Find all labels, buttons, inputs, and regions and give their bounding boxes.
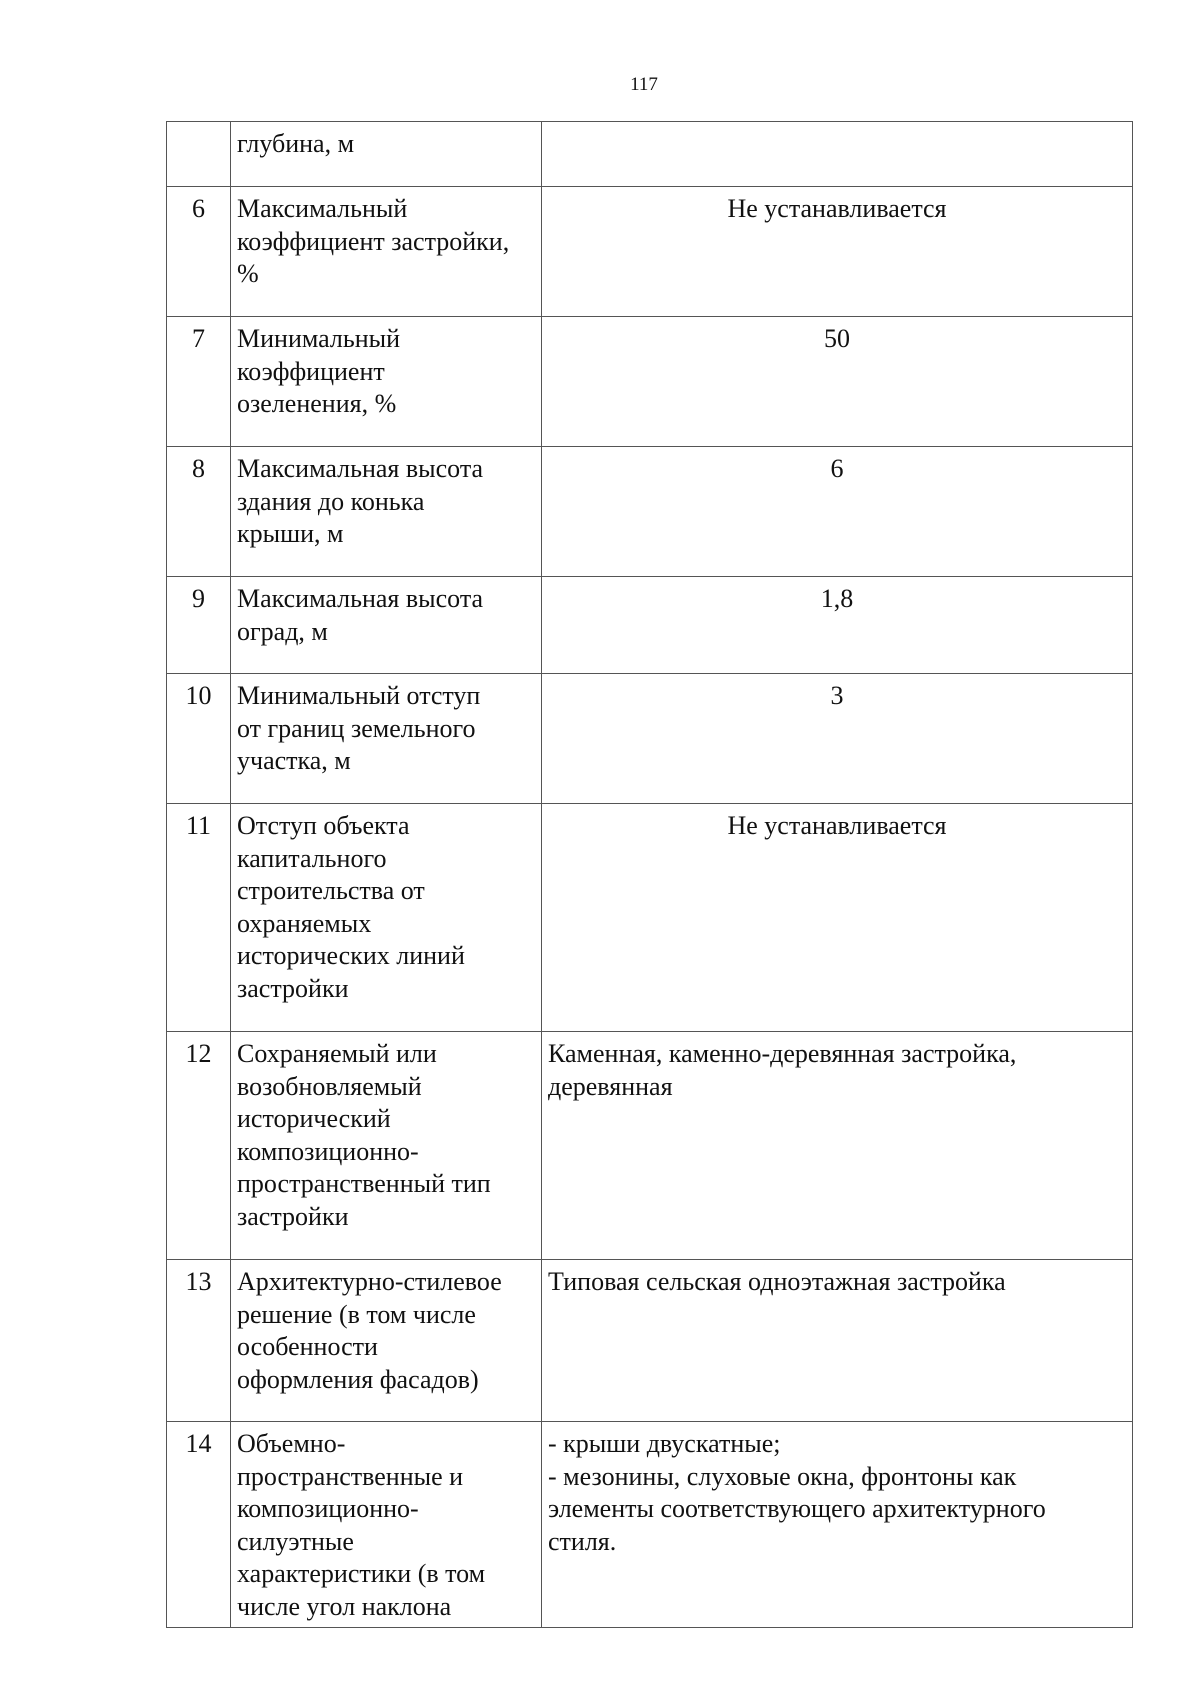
table-row [167, 674, 1133, 804]
parameter-name-line: силуэтные [237, 1526, 354, 1556]
parameter-value-line: Не устанавливается [727, 811, 947, 840]
parameter-name-line: Сохраняемый или [237, 1039, 437, 1068]
parameter-name-line: оград, м [237, 616, 328, 646]
row-number-cell [167, 122, 231, 187]
parameter-value-line: 6 [830, 454, 844, 483]
row-number: 13 [185, 1267, 212, 1296]
parameter-name-line: пространственный тип [237, 1169, 491, 1198]
parameter-name-line: Объемно- [237, 1429, 346, 1458]
parameter-name-line: композиционно- [237, 1136, 419, 1166]
parameter-value-line: элементы соответствующего архитектурного [548, 1494, 1046, 1523]
parameter-name-cell [231, 1032, 542, 1260]
parameter-name-cell [231, 577, 542, 674]
parameter-name-line: капитального [237, 843, 387, 873]
parameter-value-line: деревянная [548, 1071, 673, 1101]
parameter-name-line: характеристики (в том [237, 1559, 486, 1588]
row-number: 8 [192, 454, 205, 483]
parameter-name-line: Максимальная высота [237, 454, 484, 483]
parameter-name-line: решение (в том числе [237, 1299, 476, 1329]
parameter-name-cell [231, 122, 542, 187]
table-row [167, 317, 1133, 447]
parameter-name-line: охраняемых [237, 908, 372, 938]
parameter-value-cell [542, 1422, 1133, 1628]
parameter-value-cell [542, 447, 1133, 577]
parameter-name-line: исторический [237, 1104, 391, 1133]
parameter-value-line: Каменная, каменно-деревянная застройка, [548, 1039, 1017, 1068]
row-number-cell [167, 1260, 231, 1422]
parameter-value-line: - крыши двускатные; [548, 1429, 781, 1458]
parameter-name-line: застройки [237, 1201, 349, 1231]
parameter-name-line: строительства от [237, 876, 425, 905]
parameter-value-line: Типовая сельская одноэтажная застройка [548, 1267, 1006, 1296]
parameter-name-cell [231, 804, 542, 1032]
parameter-name-line: коэффициент застройки, [237, 226, 510, 256]
table-row [167, 187, 1133, 317]
parameter-name-line: пространственные и [237, 1461, 464, 1491]
row-number: 11 [185, 811, 212, 840]
table-row [167, 447, 1133, 577]
row-number: 12 [185, 1039, 212, 1068]
page-number: 117 [630, 74, 658, 95]
parameter-name-line: Минимальный отступ [237, 681, 481, 710]
parameter-name-line: коэффициент [237, 356, 385, 386]
table-row [167, 1422, 1133, 1628]
parameter-name-line: Максимальная высота [237, 584, 484, 613]
parameter-name-cell [231, 674, 542, 804]
parameter-name-cell [231, 447, 542, 577]
table-row [167, 1260, 1133, 1422]
parameter-value-line: 3 [830, 681, 844, 710]
parameter-name-line: участка, м [237, 746, 351, 775]
parameter-name-line: % [237, 259, 259, 288]
parameter-name-line: особенности [237, 1332, 378, 1361]
row-number: 9 [192, 584, 205, 613]
parameter-name-line: Максимальный [237, 194, 408, 223]
parameter-value-line: Не устанавливается [727, 194, 947, 223]
row-number-cell [167, 317, 231, 447]
parameters-table-body [167, 122, 1133, 1628]
row-number: 7 [192, 324, 205, 353]
parameter-name-cell [231, 187, 542, 317]
parameter-name-line: крыши, м [237, 519, 344, 548]
parameter-value-cell [542, 1032, 1133, 1260]
row-number: 6 [192, 194, 205, 223]
parameter-name-line: Минимальный [237, 324, 401, 353]
parameter-value-cell [542, 577, 1133, 674]
row-number-cell [167, 1032, 231, 1260]
parameter-name-cell [231, 1260, 542, 1422]
parameter-name-cell [231, 1422, 542, 1628]
row-number: 10 [185, 681, 212, 710]
row-number-cell [167, 1422, 231, 1628]
parameter-value-cell [542, 122, 1133, 187]
table-row [167, 122, 1133, 187]
parameter-name-line: застройки [237, 973, 349, 1003]
parameter-value-line: 50 [824, 324, 850, 353]
table-row [167, 577, 1133, 674]
parameter-name-line: от границ земельного [237, 713, 476, 743]
parameter-name-line: глубина, м [237, 129, 355, 158]
parameter-name-line: Архитектурно-стилевое [237, 1267, 502, 1296]
parameter-name-line: оформления фасадов) [237, 1364, 479, 1394]
row-number-cell [167, 674, 231, 804]
row-number-cell [167, 804, 231, 1032]
parameter-name-cell [231, 317, 542, 447]
parameters-table [166, 121, 1133, 1628]
row-number-cell [167, 447, 231, 577]
row-number-cell [167, 577, 231, 674]
parameter-name-line: исторических линий [237, 941, 465, 970]
parameter-name-line: возобновляемый [237, 1071, 422, 1101]
table-row [167, 804, 1133, 1032]
row-number-cell [167, 187, 231, 317]
parameter-value-cell [542, 187, 1133, 317]
parameter-value-cell [542, 317, 1133, 447]
row-number: 14 [185, 1429, 212, 1458]
parameter-value-cell [542, 1260, 1133, 1422]
parameter-value-line: 1,8 [820, 584, 854, 613]
parameter-name-line: числе угол наклона [237, 1591, 452, 1621]
table-row [167, 1032, 1133, 1260]
parameter-value-line: - мезонины, слуховые окна, фронтоны как [548, 1461, 1017, 1491]
parameter-value-cell [542, 674, 1133, 804]
parameter-name-line: Отступ объекта [237, 811, 410, 840]
parameter-name-line: здания до конька [237, 486, 425, 516]
parameter-value-line: стиля. [548, 1526, 617, 1556]
parameter-name-line: озеленения, % [237, 389, 397, 418]
parameter-value-cell [542, 804, 1133, 1032]
parameter-name-line: композиционно- [237, 1494, 419, 1523]
